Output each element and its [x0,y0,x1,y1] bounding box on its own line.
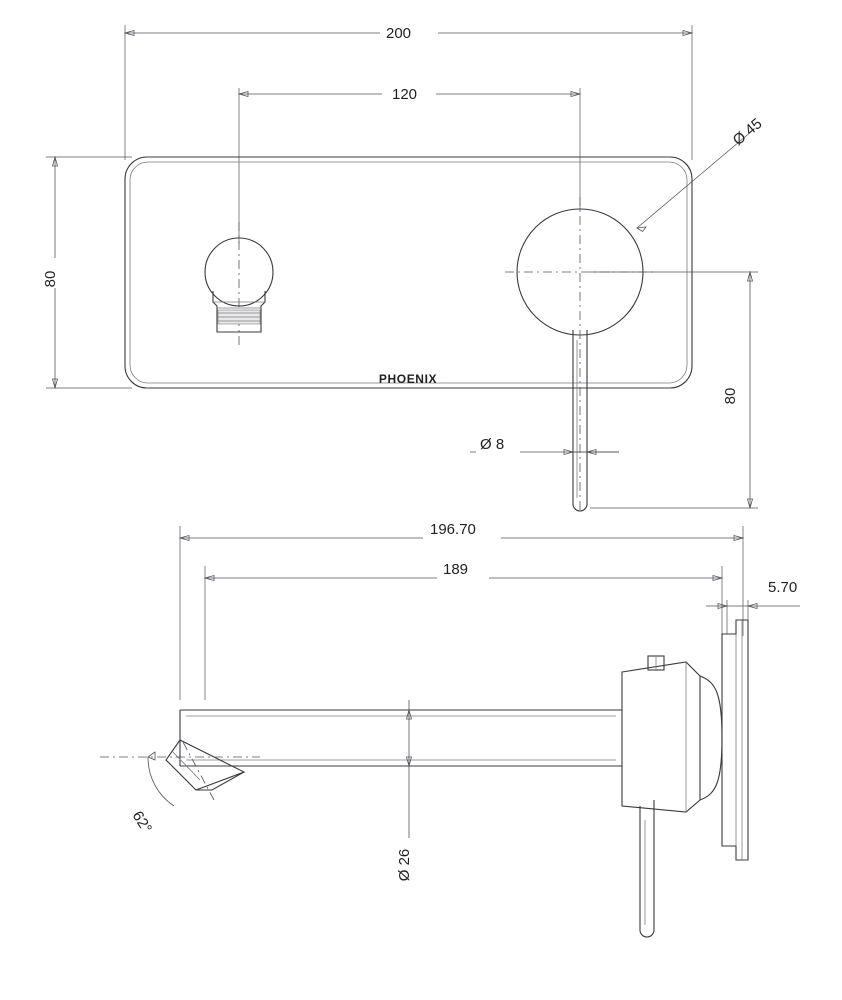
label-d200: 200 [386,25,412,42]
dim-overall-projection [180,524,743,700]
label-d196-70: 196.70 [430,521,476,538]
label-d80-left: 80 [42,270,59,288]
label-d45: Ø 45 [729,115,766,150]
front-wall-plate [125,157,692,388]
label-d80-right: 80 [722,387,739,405]
brand-label: PHOENIX [378,372,438,386]
label-d120: 120 [392,86,418,103]
side-spout-body [180,710,622,766]
front-handle-disc [505,197,655,512]
label-a62: 62° [128,808,156,837]
label-d5-70: 5.70 [768,579,798,596]
dim-spout-to-handle [239,82,580,244]
dim-handle-disc-diameter [637,115,765,231]
dim-spout-projection [205,564,722,700]
label-d189: 189 [443,561,469,578]
side-mixer-body [622,620,748,937]
dim-outlet-angle [129,752,174,836]
label-d8: Ø 8 [480,436,505,453]
label-d26: Ø 26 [396,848,413,882]
